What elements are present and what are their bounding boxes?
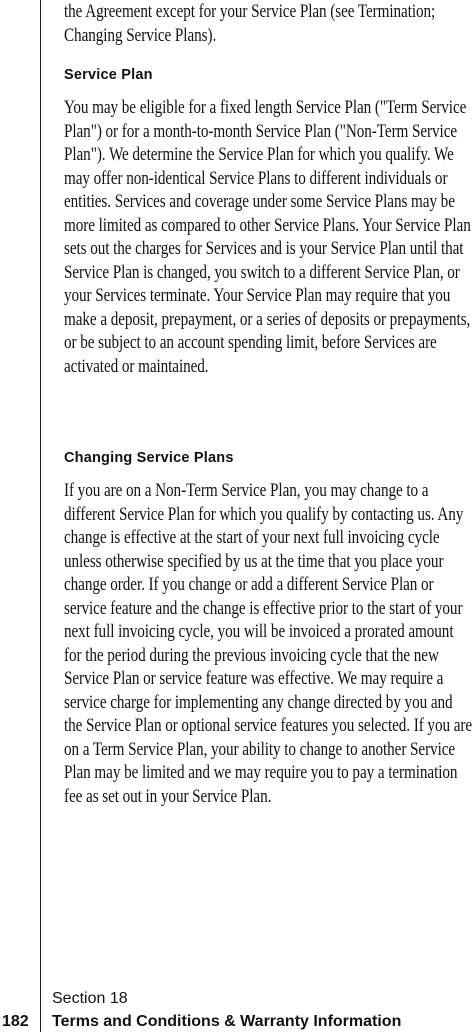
lead-paragraph: the Agreement except for your Service Plan (see Termination; Changing Service Plans). [64, 1, 436, 46]
margin-rule [40, 0, 41, 1032]
section-heading-service-plan: Service Plan [64, 67, 153, 83]
footer-chapter-title: Terms and Conditions & Warranty Information [52, 1013, 402, 1030]
section-body-service-plan: You may be eligible for a fixed length Service Plan ("Term Service Plan") or for a month-to-month Service Plan ("Non-Term Service Plan"). We determine the Service Plan for which you qualify. We may offer non-identical Service Plans to different individuals or entities. Services and coverage under some Service Plans may be more limited as compared to other Service Plans. Your Service Plan sets out the charges for Services and is your Service Plan until that Service Plan is changed, you switch to a different Service Plan, or your Services terminate. Your Service Plan may require that you make a deposit, prepayment, or a series of deposits or prepayments, or be subject to an account spending limit, before Services are activated or maintained. [64, 97, 471, 377]
section-heading-changing-service-plans: Changing Service Plans [64, 450, 234, 466]
footer-section-label: Section 18 [52, 990, 128, 1007]
section-body-changing-service-plans: If you are on a Non-Term Service Plan, you may change to a different Service Plan for which you qualify by contacting us. Any change is effective at the start of your next full invoicing cycle unless otherwise specified by us at the time that you place your change order. If you change or add a different Service Plan or service feature and the change is effective prior to the start of your next full invoicing cycle, you will be invoiced a prorated amount for the period during the previous invoicing cycle that the new Service Plan or service feature was effective. We may require a service charge for implementing any change directed by you and the Service Plan or optional service features you selected. If you are on a Term Service Plan, your ability to change to another Service Plan may be limited and we may require you to pay a termination fee as set out in your Service Plan. [64, 480, 473, 807]
page-number: 182 [2, 1013, 29, 1030]
